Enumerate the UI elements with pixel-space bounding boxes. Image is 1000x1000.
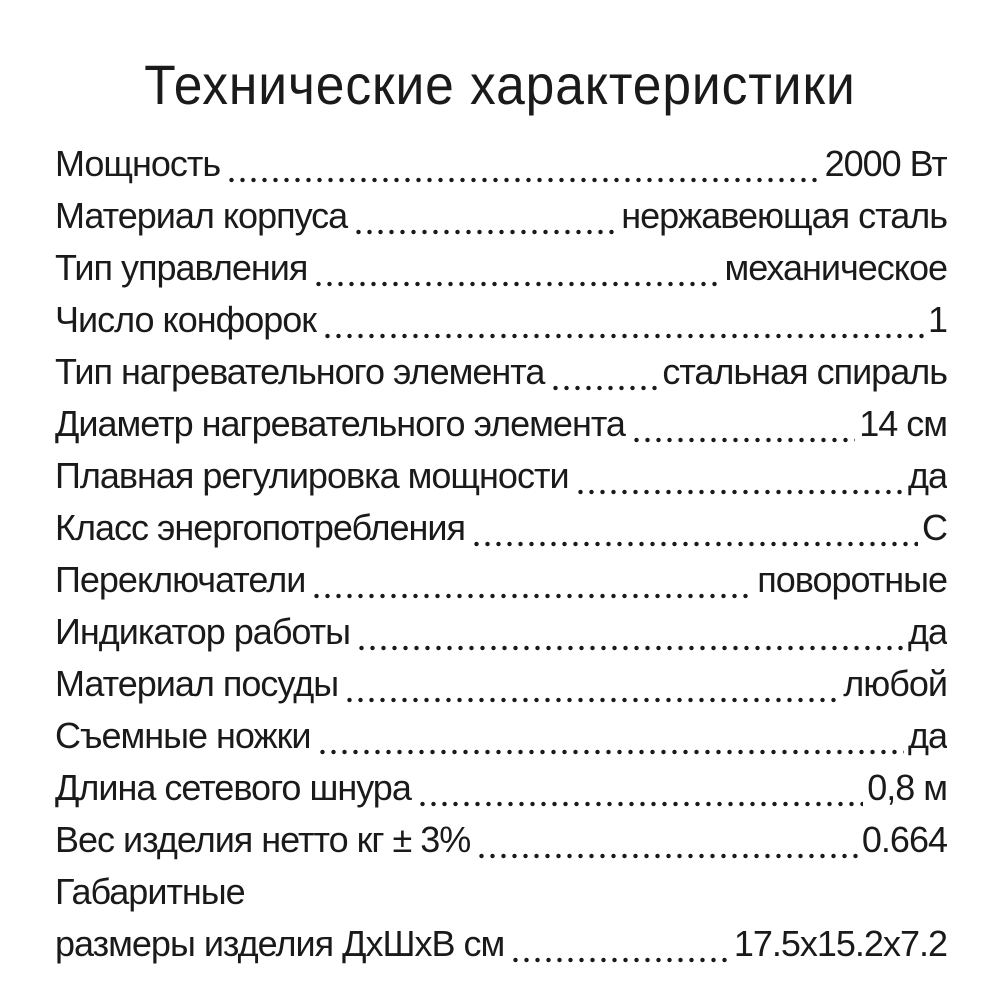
dot-leader <box>226 146 820 184</box>
spec-value: 14 см <box>859 403 947 444</box>
spec-label: Длина сетевого шнура <box>55 767 411 808</box>
spec-label: Материал посуды <box>55 663 339 704</box>
spec-row-power <box>55 138 947 190</box>
dot-leader <box>313 250 720 288</box>
spec-row-burners <box>55 294 947 346</box>
dot-leader <box>476 822 858 860</box>
spec-row-legs <box>55 710 947 762</box>
dot-leader <box>417 770 863 808</box>
spec-label: Съемные ножки <box>55 715 311 756</box>
spec-row-indicator <box>55 606 947 658</box>
spec-list <box>55 138 947 970</box>
spec-row-cord-length <box>55 762 947 814</box>
spec-label: Тип нагревательного элемента <box>55 351 545 392</box>
spec-label: Плавная регулировка мощности <box>55 455 569 496</box>
spec-label: Диаметр нагревательного элемента <box>55 403 625 444</box>
dot-leader <box>575 458 904 496</box>
dot-leader <box>550 354 658 392</box>
spec-value: поворотные <box>757 559 947 600</box>
spec-row-smooth-power <box>55 450 947 502</box>
spec-label: размеры изделия ДхШхВ см <box>55 923 505 964</box>
spec-value: любой <box>843 663 947 704</box>
spec-value: 2000 Вт <box>824 143 947 184</box>
spec-value: стальная спираль <box>662 351 947 392</box>
spec-label: Индикатор работы <box>55 611 351 652</box>
spec-label: Класс энергопотребления <box>55 507 466 548</box>
dot-leader <box>471 510 918 548</box>
dot-leader <box>353 198 617 236</box>
spec-row-heating-element <box>55 346 947 398</box>
spec-row-element-diameter <box>55 398 947 450</box>
page-title: Технические характеристики <box>144 53 856 116</box>
spec-row-dimensions <box>55 918 947 970</box>
spec-label: Тип управления <box>55 247 308 288</box>
spec-row-energy-class <box>55 502 947 554</box>
spec-label: Габаритные <box>55 871 245 912</box>
spec-value: 1 <box>927 299 947 340</box>
dot-leader <box>356 614 904 652</box>
dot-leader <box>631 406 855 444</box>
spec-label: Вес изделия нетто кг ± 3% <box>55 819 471 860</box>
spec-label: Переключатели <box>55 559 306 600</box>
spec-value: С <box>922 507 947 548</box>
spec-row-cookware <box>55 658 947 710</box>
spec-value: 0.664 <box>861 819 947 860</box>
spec-value: 17.5x15.2x7.2 <box>733 923 947 964</box>
spec-label: Материал корпуса <box>55 195 348 236</box>
spec-value: нержавеющая сталь <box>621 195 947 236</box>
dot-leader <box>510 926 730 964</box>
dot-leader <box>311 562 753 600</box>
dot-leader <box>317 718 904 756</box>
spec-row-switches <box>55 554 947 606</box>
spec-label: Мощность <box>55 143 221 184</box>
dot-leader <box>322 302 924 340</box>
spec-value: механическое <box>724 247 947 288</box>
spec-row-dimensions-heading <box>55 866 947 918</box>
spec-value: 0,8 м <box>867 767 947 808</box>
spec-row-net-weight <box>55 814 947 866</box>
dot-leader <box>344 666 839 704</box>
spec-row-control-type <box>55 242 947 294</box>
spec-label: Число конфорок <box>55 299 317 340</box>
spec-value: да <box>907 611 947 652</box>
spec-value: да <box>907 455 947 496</box>
spec-value: да <box>907 715 947 756</box>
spec-row-body-material <box>55 190 947 242</box>
